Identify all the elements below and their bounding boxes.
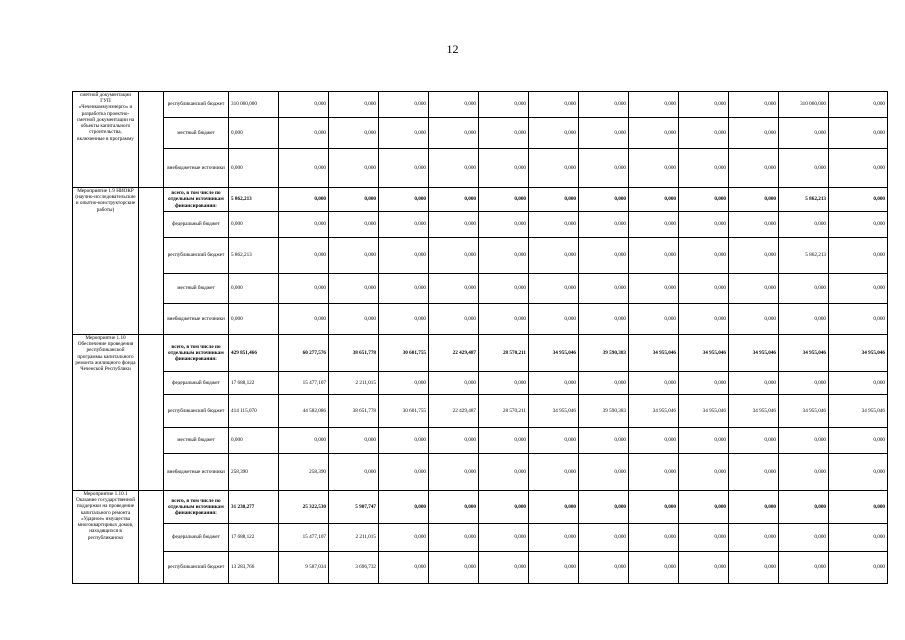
amount-cell: 0,000 bbox=[729, 428, 779, 454]
amount-cell: 0,000 bbox=[529, 274, 579, 304]
amount-cell: 25 322,530 bbox=[279, 491, 329, 524]
amount-cell: 0,000 bbox=[679, 149, 729, 188]
amount-cell: 0,000 bbox=[679, 92, 729, 118]
amount-cell: 0,000 bbox=[529, 188, 579, 212]
empty-column-cell bbox=[139, 491, 164, 584]
amount-cell: 0,000 bbox=[729, 304, 779, 335]
amount-cell: 0,000 bbox=[679, 118, 729, 149]
amount-cell: 0,000 bbox=[329, 92, 379, 118]
funding-source-cell: внебюджетные источники bbox=[164, 304, 229, 335]
amount-cell: 0,000 bbox=[579, 188, 629, 212]
amount-cell: 34 955,046 bbox=[529, 335, 579, 372]
amount-cell: 0,000 bbox=[579, 454, 629, 491]
amount-cell: 0,000 bbox=[829, 524, 888, 552]
amount-cell: 0,000 bbox=[629, 372, 679, 395]
total-amount-cell: 0,000 bbox=[229, 274, 279, 304]
amount-cell: 0,000 bbox=[429, 149, 479, 188]
table-row bbox=[73, 524, 888, 552]
table-row bbox=[73, 491, 888, 524]
measure-name-cell: сметной документации ГУП «Чеченкоммунэнерго» и разработка проектно-сметной документации на объекты капитального строительства, включенные в программу bbox=[73, 92, 139, 188]
amount-cell: 0,000 bbox=[329, 304, 379, 335]
table-row bbox=[73, 428, 888, 454]
amount-cell: 0,000 bbox=[679, 552, 729, 584]
amount-cell: 0,000 bbox=[479, 238, 529, 274]
amount-cell: 0,000 bbox=[579, 491, 629, 524]
table-row bbox=[73, 149, 888, 188]
amount-cell: 0,000 bbox=[829, 491, 888, 524]
amount-cell: 0,000 bbox=[429, 274, 479, 304]
amount-cell: 0,000 bbox=[429, 118, 479, 149]
funding-source-cell: местный бюджет bbox=[164, 118, 229, 149]
amount-cell: 0,000 bbox=[629, 304, 679, 335]
amount-cell: 0,000 bbox=[729, 491, 779, 524]
amount-cell: 0,000 bbox=[779, 304, 829, 335]
amount-cell: 34 955,046 bbox=[629, 335, 679, 372]
amount-cell: 0,000 bbox=[379, 238, 429, 274]
amount-cell: 0,000 bbox=[679, 428, 729, 454]
amount-cell: 39 590,383 bbox=[579, 395, 629, 428]
table-row bbox=[73, 372, 888, 395]
amount-cell: 0,000 bbox=[829, 304, 888, 335]
amount-cell: 0,000 bbox=[429, 304, 479, 335]
amount-cell: 0,000 bbox=[829, 372, 888, 395]
funding-source-cell: местный бюджет bbox=[164, 428, 229, 454]
total-amount-cell: 310 060,000 bbox=[229, 92, 279, 118]
amount-cell: 0,000 bbox=[279, 238, 329, 274]
amount-cell: 0,000 bbox=[579, 212, 629, 238]
amount-cell: 0,000 bbox=[579, 372, 629, 395]
amount-cell: 0,000 bbox=[779, 274, 829, 304]
amount-cell: 0,000 bbox=[629, 274, 679, 304]
amount-cell: 0,000 bbox=[429, 428, 479, 454]
amount-cell: 0,000 bbox=[379, 454, 429, 491]
amount-cell: 0,000 bbox=[679, 238, 729, 274]
amount-cell: 44 582,086 bbox=[279, 395, 329, 428]
amount-cell: 0,000 bbox=[729, 118, 779, 149]
amount-cell: 0,000 bbox=[829, 149, 888, 188]
amount-cell: 5 862,213 bbox=[779, 188, 829, 212]
amount-cell: 0,000 bbox=[529, 304, 579, 335]
amount-cell: 0,000 bbox=[329, 238, 379, 274]
amount-cell: 2 211,015 bbox=[329, 524, 379, 552]
amount-cell: 34 955,046 bbox=[679, 395, 729, 428]
empty-column-cell bbox=[139, 92, 164, 188]
amount-cell: 0,000 bbox=[479, 118, 529, 149]
amount-cell: 15 477,107 bbox=[279, 372, 329, 395]
amount-cell: 0,000 bbox=[279, 188, 329, 212]
amount-cell: 60 277,576 bbox=[279, 335, 329, 372]
amount-cell: 0,000 bbox=[529, 454, 579, 491]
amount-cell: 0,000 bbox=[729, 92, 779, 118]
amount-cell: 258,390 bbox=[279, 454, 329, 491]
total-amount-cell: 31 230,277 bbox=[229, 491, 279, 524]
amount-cell: 28 570,211 bbox=[479, 335, 529, 372]
amount-cell: 0,000 bbox=[529, 552, 579, 584]
total-amount-cell: 0,000 bbox=[229, 118, 279, 149]
amount-cell: 0,000 bbox=[579, 118, 629, 149]
amount-cell: 0,000 bbox=[829, 118, 888, 149]
amount-cell: 0,000 bbox=[579, 552, 629, 584]
funding-source-cell: федеральный бюджет bbox=[164, 212, 229, 238]
total-amount-cell: 0,000 bbox=[229, 212, 279, 238]
amount-cell: 0,000 bbox=[329, 118, 379, 149]
amount-cell: 0,000 bbox=[729, 372, 779, 395]
table-row bbox=[73, 304, 888, 335]
amount-cell: 0,000 bbox=[779, 118, 829, 149]
amount-cell: 0,000 bbox=[479, 149, 529, 188]
amount-cell: 0,000 bbox=[679, 454, 729, 491]
amount-cell: 0,000 bbox=[729, 524, 779, 552]
amount-cell: 15 477,107 bbox=[279, 524, 329, 552]
amount-cell: 0,000 bbox=[529, 491, 579, 524]
amount-cell: 0,000 bbox=[829, 454, 888, 491]
amount-cell: 0,000 bbox=[379, 372, 429, 395]
amount-cell: 0,000 bbox=[479, 188, 529, 212]
total-amount-cell: 5 862,213 bbox=[229, 238, 279, 274]
amount-cell: 0,000 bbox=[529, 238, 579, 274]
amount-cell: 5 907,747 bbox=[329, 491, 379, 524]
amount-cell: 0,000 bbox=[479, 212, 529, 238]
amount-cell: 0,000 bbox=[379, 188, 429, 212]
budget-table bbox=[72, 91, 888, 584]
amount-cell: 0,000 bbox=[379, 552, 429, 584]
amount-cell: 0,000 bbox=[829, 552, 888, 584]
amount-cell: 34 955,046 bbox=[779, 395, 829, 428]
amount-cell: 0,000 bbox=[779, 372, 829, 395]
empty-column-cell bbox=[139, 188, 164, 335]
amount-cell: 0,000 bbox=[479, 491, 529, 524]
amount-cell: 0,000 bbox=[629, 149, 679, 188]
total-amount-cell: 0,000 bbox=[229, 304, 279, 335]
amount-cell: 0,000 bbox=[279, 118, 329, 149]
amount-cell: 0,000 bbox=[629, 188, 679, 212]
amount-cell: 310 060,000 bbox=[779, 92, 829, 118]
amount-cell: 0,000 bbox=[579, 304, 629, 335]
page-number: 12 bbox=[446, 42, 459, 56]
amount-cell: 0,000 bbox=[329, 428, 379, 454]
amount-cell: 0,000 bbox=[579, 149, 629, 188]
amount-cell: 34 955,046 bbox=[729, 395, 779, 428]
amount-cell: 0,000 bbox=[329, 454, 379, 491]
amount-cell: 0,000 bbox=[729, 212, 779, 238]
amount-cell: 0,000 bbox=[379, 92, 429, 118]
amount-cell: 34 955,046 bbox=[679, 335, 729, 372]
measure-name-cell: Мероприятие 1.10.1 Оказание государственной поддержки на проведение капитального ремонта «Ударное» имущества многоквартирных домов, находящихся в республиканско bbox=[73, 491, 139, 584]
amount-cell: 0,000 bbox=[479, 92, 529, 118]
amount-cell: 0,000 bbox=[429, 92, 479, 118]
amount-cell: 0,000 bbox=[829, 238, 888, 274]
total-amount-cell: 414 115,070 bbox=[229, 395, 279, 428]
table-row bbox=[73, 335, 888, 372]
amount-cell: 0,000 bbox=[729, 238, 779, 274]
amount-cell: 38 651,778 bbox=[329, 335, 379, 372]
amount-cell: 0,000 bbox=[579, 92, 629, 118]
amount-cell: 0,000 bbox=[429, 552, 479, 584]
funding-source-cell: всего, в том числе по отдельным источникам финансирования: bbox=[164, 188, 229, 212]
amount-cell: 0,000 bbox=[279, 92, 329, 118]
amount-cell: 5 862,213 bbox=[779, 238, 829, 274]
empty-column-cell bbox=[139, 335, 164, 491]
amount-cell: 0,000 bbox=[679, 524, 729, 552]
amount-cell: 34 955,046 bbox=[529, 395, 579, 428]
amount-cell: 0,000 bbox=[479, 524, 529, 552]
amount-cell: 0,000 bbox=[729, 274, 779, 304]
amount-cell: 0,000 bbox=[379, 274, 429, 304]
amount-cell: 0,000 bbox=[679, 491, 729, 524]
amount-cell: 34 955,046 bbox=[729, 335, 779, 372]
amount-cell: 3 696,732 bbox=[329, 552, 379, 584]
amount-cell: 0,000 bbox=[479, 454, 529, 491]
amount-cell: 0,000 bbox=[379, 149, 429, 188]
amount-cell: 0,000 bbox=[529, 524, 579, 552]
amount-cell: 0,000 bbox=[429, 454, 479, 491]
amount-cell: 0,000 bbox=[679, 212, 729, 238]
table-row bbox=[73, 454, 888, 491]
amount-cell: 0,000 bbox=[479, 304, 529, 335]
amount-cell: 34 955,046 bbox=[779, 335, 829, 372]
amount-cell: 0,000 bbox=[629, 491, 679, 524]
amount-cell: 0,000 bbox=[279, 274, 329, 304]
amount-cell: 0,000 bbox=[679, 372, 729, 395]
amount-cell: 0,000 bbox=[729, 188, 779, 212]
amount-cell: 0,000 bbox=[829, 212, 888, 238]
amount-cell: 0,000 bbox=[529, 149, 579, 188]
amount-cell: 38 651,778 bbox=[329, 395, 379, 428]
amount-cell: 0,000 bbox=[779, 454, 829, 491]
amount-cell: 22 429,487 bbox=[429, 335, 479, 372]
amount-cell: 0,000 bbox=[329, 149, 379, 188]
amount-cell: 0,000 bbox=[529, 118, 579, 149]
amount-cell: 0,000 bbox=[379, 428, 429, 454]
funding-source-cell: федеральный бюджет bbox=[164, 524, 229, 552]
amount-cell: 0,000 bbox=[629, 238, 679, 274]
total-amount-cell: 0,000 bbox=[229, 428, 279, 454]
amount-cell: 0,000 bbox=[329, 188, 379, 212]
amount-cell: 0,000 bbox=[779, 212, 829, 238]
total-amount-cell: 17 688,122 bbox=[229, 372, 279, 395]
funding-source-cell: всего, в том числе по отдельным источникам финансирования: bbox=[164, 491, 229, 524]
amount-cell: 0,000 bbox=[679, 188, 729, 212]
amount-cell: 0,000 bbox=[429, 188, 479, 212]
amount-cell: 0,000 bbox=[679, 304, 729, 335]
table-row bbox=[73, 238, 888, 274]
amount-cell: 0,000 bbox=[629, 454, 679, 491]
amount-cell: 0,000 bbox=[329, 274, 379, 304]
amount-cell: 0,000 bbox=[629, 212, 679, 238]
amount-cell: 0,000 bbox=[429, 372, 479, 395]
table-row bbox=[73, 552, 888, 584]
amount-cell: 0,000 bbox=[379, 524, 429, 552]
amount-cell: 0,000 bbox=[279, 428, 329, 454]
amount-cell: 0,000 bbox=[629, 524, 679, 552]
amount-cell: 0,000 bbox=[579, 428, 629, 454]
amount-cell: 0,000 bbox=[429, 238, 479, 274]
amount-cell: 0,000 bbox=[829, 92, 888, 118]
amount-cell: 0,000 bbox=[279, 212, 329, 238]
total-amount-cell: 429 851,466 bbox=[229, 335, 279, 372]
amount-cell: 0,000 bbox=[629, 92, 679, 118]
table-row bbox=[73, 274, 888, 304]
amount-cell: 0,000 bbox=[629, 118, 679, 149]
amount-cell: 0,000 bbox=[629, 552, 679, 584]
table-row bbox=[73, 188, 888, 212]
total-amount-cell: 0,000 bbox=[229, 149, 279, 188]
amount-cell: 34 955,046 bbox=[629, 395, 679, 428]
table-row bbox=[73, 395, 888, 428]
amount-cell: 0,000 bbox=[529, 372, 579, 395]
amount-cell: 0,000 bbox=[379, 491, 429, 524]
amount-cell: 0,000 bbox=[829, 274, 888, 304]
table-row bbox=[73, 118, 888, 149]
amount-cell: 22 429,487 bbox=[429, 395, 479, 428]
amount-cell: 0,000 bbox=[779, 149, 829, 188]
total-amount-cell: 17 688,122 bbox=[229, 524, 279, 552]
amount-cell: 0,000 bbox=[379, 212, 429, 238]
amount-cell: 39 590,383 bbox=[579, 335, 629, 372]
amount-cell: 0,000 bbox=[779, 552, 829, 584]
funding-source-cell: федеральный бюджет bbox=[164, 372, 229, 395]
measure-name-cell: Мероприятие 1.10 Обеспечение проведения республиканской программы капитального ремонта жилищного фонда Чеченской Республики bbox=[73, 335, 139, 491]
amount-cell: 0,000 bbox=[779, 428, 829, 454]
amount-cell: 0,000 bbox=[479, 372, 529, 395]
amount-cell: 0,000 bbox=[729, 552, 779, 584]
amount-cell: 0,000 bbox=[329, 212, 379, 238]
amount-cell: 0,000 bbox=[429, 212, 479, 238]
table-row bbox=[73, 212, 888, 238]
funding-source-cell: республиканский бюджет bbox=[164, 552, 229, 584]
amount-cell: 0,000 bbox=[629, 428, 679, 454]
amount-cell: 0,000 bbox=[529, 212, 579, 238]
funding-source-cell: республиканский бюджет bbox=[164, 92, 229, 118]
amount-cell: 34 955,046 bbox=[829, 335, 888, 372]
amount-cell: 0,000 bbox=[829, 428, 888, 454]
funding-source-cell: республиканский бюджет bbox=[164, 395, 229, 428]
amount-cell: 0,000 bbox=[379, 118, 429, 149]
amount-cell: 0,000 bbox=[729, 454, 779, 491]
amount-cell: 0,000 bbox=[679, 274, 729, 304]
funding-source-cell: местный бюджет bbox=[164, 274, 229, 304]
amount-cell: 0,000 bbox=[479, 428, 529, 454]
amount-cell: 2 211,015 bbox=[329, 372, 379, 395]
amount-cell: 0,000 bbox=[579, 238, 629, 274]
amount-cell: 0,000 bbox=[429, 524, 479, 552]
table-row bbox=[73, 92, 888, 118]
measure-name-cell: Мероприятие 1.9 НИОКР (научно-исследовательские и опытно-конструкторские работы) bbox=[73, 188, 139, 335]
funding-source-cell: внебюджетные источники bbox=[164, 454, 229, 491]
amount-cell: 0,000 bbox=[529, 428, 579, 454]
amount-cell: 0,000 bbox=[279, 304, 329, 335]
amount-cell: 30 601,755 bbox=[379, 395, 429, 428]
amount-cell: 34 955,046 bbox=[829, 395, 888, 428]
amount-cell: 0,000 bbox=[579, 274, 629, 304]
funding-source-cell: внебюджетные источники bbox=[164, 149, 229, 188]
amount-cell: 9 587,034 bbox=[279, 552, 329, 584]
funding-source-cell: всего, в том числе по отдельным источникам финансирования: bbox=[164, 335, 229, 372]
amount-cell: 28 570,211 bbox=[479, 395, 529, 428]
amount-cell: 0,000 bbox=[429, 491, 479, 524]
amount-cell: 0,000 bbox=[779, 524, 829, 552]
amount-cell: 0,000 bbox=[379, 304, 429, 335]
amount-cell: 0,000 bbox=[529, 92, 579, 118]
total-amount-cell: 258,390 bbox=[229, 454, 279, 491]
total-amount-cell: 13 283,766 bbox=[229, 552, 279, 584]
amount-cell: 30 601,755 bbox=[379, 335, 429, 372]
amount-cell: 0,000 bbox=[479, 552, 529, 584]
amount-cell: 0,000 bbox=[279, 149, 329, 188]
amount-cell: 0,000 bbox=[829, 188, 888, 212]
funding-source-cell: республиканский бюджет bbox=[164, 238, 229, 274]
amount-cell: 0,000 bbox=[479, 274, 529, 304]
amount-cell: 0,000 bbox=[779, 491, 829, 524]
total-amount-cell: 5 862,213 bbox=[229, 188, 279, 212]
amount-cell: 0,000 bbox=[729, 149, 779, 188]
amount-cell: 0,000 bbox=[579, 524, 629, 552]
